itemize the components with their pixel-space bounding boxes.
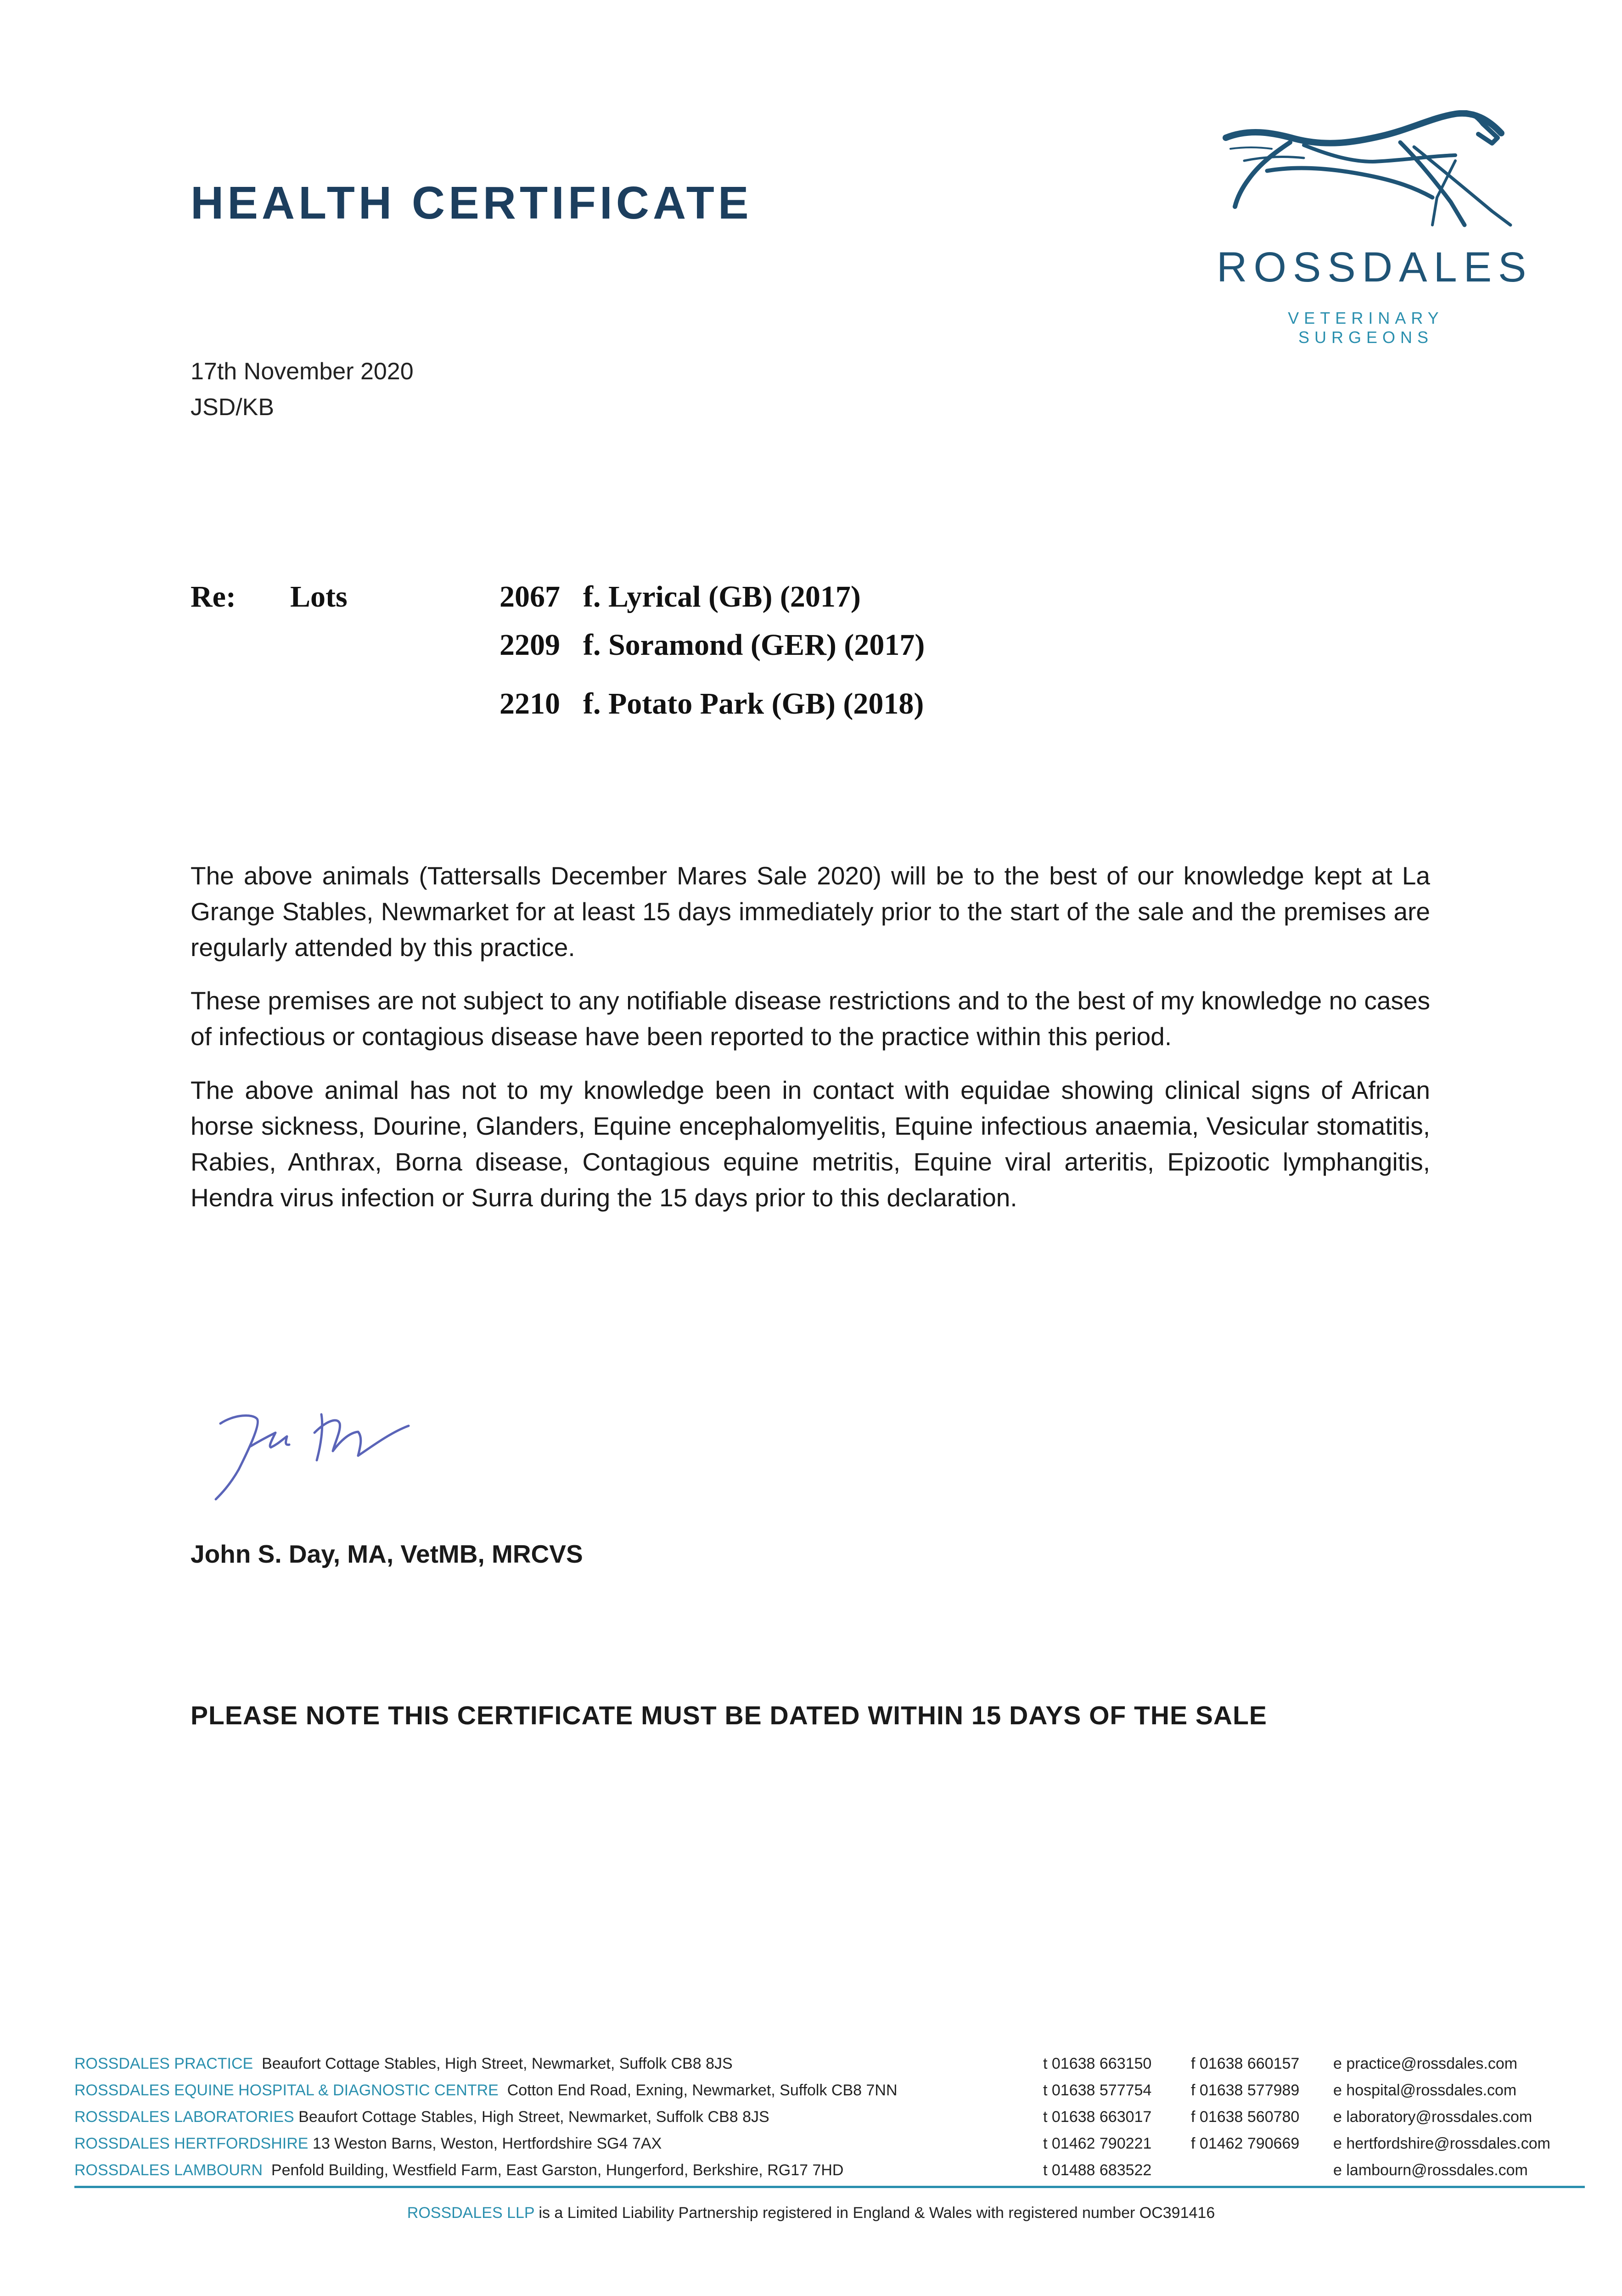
lot-horse: f. Soramond (GER) (2017) [583, 628, 925, 662]
lots-label: Lots [290, 580, 348, 613]
llp-registration [0, 2204, 1622, 2222]
office-email: e laboratory@rossdales.com [1333, 2108, 1532, 2126]
office-email: e practice@rossdales.com [1333, 2055, 1518, 2072]
handwritten-signature [202, 1396, 459, 1511]
body-paragraph: The above animals (Tattersalls December Mares Sale 2020) will be to the best of our knowledge kept at La Grange Stables, Newmarket for at least 15 days immediately prior to the start of the sale and the premises are regularly attended by this practice. [191, 861, 1430, 962]
office-fax: f 01638 660157 [1191, 2055, 1300, 2072]
re-label: Re: [191, 580, 236, 613]
document-date: 17th November 2020 [191, 358, 414, 385]
office-fax: f 01638 560780 [1191, 2108, 1300, 2126]
footer-office-row [74, 2161, 1589, 2188]
dating-note: PLEASE NOTE THIS CERTIFICATE MUST BE DATED WITHIN 15 DAYS OF THE SALE [191, 1701, 1267, 1730]
horse-icon [1217, 110, 1515, 243]
lot-horse: f. Lyrical (GB) (2017) [583, 580, 861, 613]
office-address: Beaufort Cottage Stables, High Street, Newmarket, Suffolk CB8 8JS [298, 2108, 769, 2126]
office-address: Cotton End Road, Exning, Newmarket, Suffolk CB8 7NN [507, 2082, 898, 2099]
lot-number: 2210 [500, 687, 560, 720]
office-tel: t 01488 683522 [1043, 2161, 1152, 2179]
footer-office-row [74, 2108, 1589, 2135]
office-name: ROSSDALES LABORATORIES [74, 2108, 294, 2126]
office-address: Penfold Building, Westfield Farm, East Garston, Hungerford, Berkshire, RG17 7HD [271, 2161, 844, 2179]
page-title: HEALTH CERTIFICATE [191, 177, 752, 229]
office-name: ROSSDALES PRACTICE [74, 2055, 253, 2072]
lot-horse: f. Potato Park (GB) (2018) [583, 687, 924, 720]
footer-office-row [74, 2055, 1589, 2082]
office-name: ROSSDALES LAMBOURN [74, 2161, 263, 2179]
logo-name: ROSSDALES [1217, 244, 1533, 291]
footer-divider [74, 2186, 1585, 2188]
footer-office-row [74, 2135, 1589, 2161]
llp-text: is a Limited Liability Partnership registered in England & Wales with registered number OC391416 [539, 2204, 1215, 2222]
footer-office-row [74, 2082, 1589, 2108]
office-name: ROSSDALES HERTFORDSHIRE [74, 2135, 309, 2152]
signer-name: John S. Day, MA, VetMB, MRCVS [191, 1540, 583, 1568]
office-email: e hertfordshire@rossdales.com [1333, 2135, 1550, 2152]
document-meta [191, 354, 414, 425]
office-address: Beaufort Cottage Stables, High Street, Newmarket, Suffolk CB8 8JS [262, 2055, 733, 2072]
office-address: 13 Weston Barns, Weston, Hertfordshire SG4 7AX [312, 2135, 662, 2152]
body-paragraph: The above animal has not to my knowledge been in contact with equidae showing clinical signs of African horse sickness, Dourine, Glanders, Equine encephalomyelitis, Equine infectious anaemia, Vesicular stomatitis, Rabies, Anthrax, Borna disease, Contagious equine metritis, Equine viral arteritis, Epizootic lymphangitis, Hendra virus infection or Surra during the 15 days prior to this declaration. [191, 1076, 1430, 1212]
office-email: e hospital@rossdales.com [1333, 2082, 1517, 2099]
lot-number: 2067 [500, 580, 560, 613]
office-fax: f 01638 577989 [1191, 2082, 1300, 2099]
office-tel: t 01462 790221 [1043, 2135, 1152, 2152]
office-name: ROSSDALES EQUINE HOSPITAL & DIAGNOSTIC CENTRE [74, 2082, 499, 2099]
body-paragraph: These premises are not subject to any notifiable disease restrictions and to the best of my knowledge no cases of infectious or contagious disease have been reported to the practice within this period. [191, 986, 1430, 1051]
office-tel: t 01638 577754 [1043, 2082, 1152, 2099]
document-reference: JSD/KB [191, 394, 275, 421]
logo-subtitle: VETERINARY SURGEONS [1288, 309, 1444, 347]
lot-number: 2209 [500, 628, 560, 662]
office-tel: t 01638 663150 [1043, 2055, 1152, 2072]
llp-name: ROSSDALES LLP [407, 2204, 534, 2222]
rossdales-logo [1217, 110, 1533, 347]
office-fax: f 01462 790669 [1191, 2135, 1300, 2152]
office-tel: t 01638 663017 [1043, 2108, 1152, 2126]
office-email: e lambourn@rossdales.com [1333, 2161, 1528, 2179]
